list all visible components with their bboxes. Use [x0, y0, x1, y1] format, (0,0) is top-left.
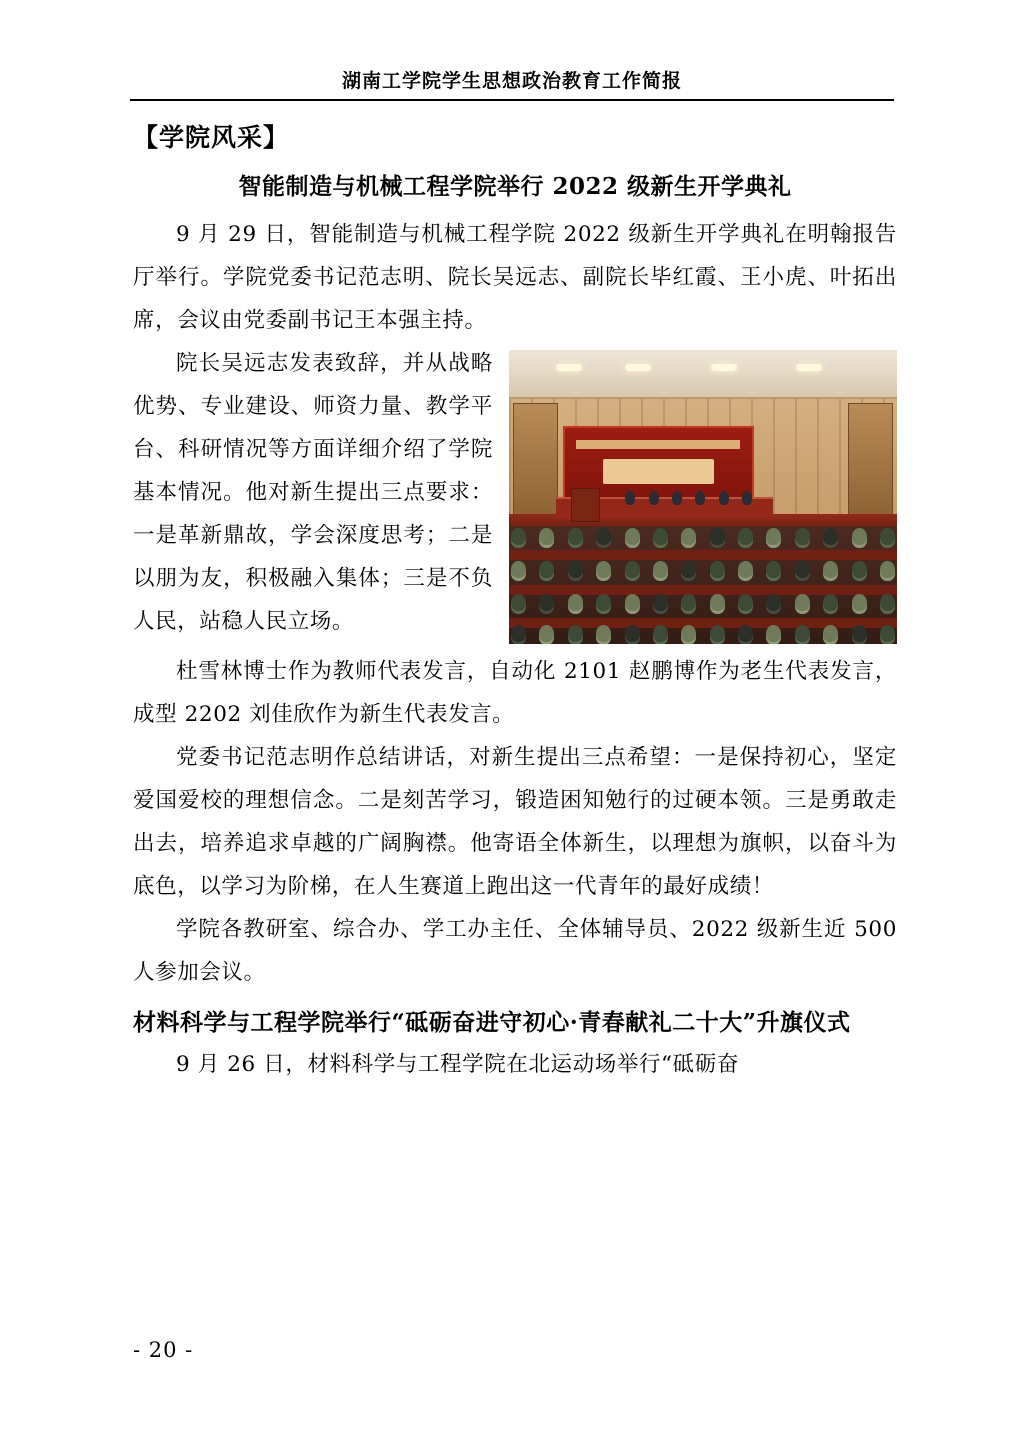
audience-head [681, 561, 696, 578]
audience-head [823, 625, 838, 642]
podium [571, 488, 600, 522]
running-header: 湖南工学院学生思想政治教育工作简报 [341, 70, 682, 92]
audience-head [596, 625, 611, 642]
audience-head [852, 594, 867, 611]
audience-head [539, 528, 554, 545]
audience-head [653, 594, 668, 611]
article-paragraph-4: 党委书记范志明作总结讲话，对新生提出三点希望：一是保持初心，坚定爱国爱校的理想信念。二是刻苦学习，锻造困知勉行的过硬本领。三是勇敢走出去，培养追求卓越的广阔胸襟。他寄语全体新生，以理想为旗帜，以奋斗为底色，以学习为阶梯，在人生赛道上跑出这一代青年的最好成绩！ [133, 744, 897, 899]
wall-panel-left [513, 403, 558, 517]
audience-head [511, 561, 526, 578]
audience-head [766, 625, 781, 642]
audience-head [795, 528, 810, 545]
audience-head [539, 561, 554, 578]
audience-head [625, 625, 640, 642]
audience-head [653, 561, 668, 578]
audience-head [766, 594, 781, 611]
audience-head [852, 625, 867, 642]
figure-wrap [133, 342, 897, 650]
next-article-title: 材料科学与工程学院举行“砥砺奋进守初心·青春献礼二十大”升旗仪式 [133, 1008, 851, 1036]
audience-head [596, 561, 611, 578]
audience-head [738, 561, 753, 578]
audience-head [625, 528, 640, 545]
article-paragraph-3: 杜雪林博士作为教师代表发言，自动化 2101 赵鹏博作为老生代表发言，成型 2202 刘佳欣作为新生代表发言。 [133, 658, 897, 727]
audience-head [710, 561, 725, 578]
audience-area [509, 526, 897, 644]
audience-row [509, 528, 897, 545]
seated-person [695, 491, 705, 505]
audience-row [509, 561, 897, 578]
audience-head [823, 594, 838, 611]
banner-text-line [576, 440, 740, 449]
audience-head [539, 594, 554, 611]
audience-head [681, 625, 696, 642]
ceiling [509, 350, 897, 399]
audience-head [511, 625, 526, 642]
audience-head [795, 594, 810, 611]
seated-person [719, 491, 729, 505]
audience-head [681, 528, 696, 545]
audience-head [568, 561, 583, 578]
audience-head [738, 625, 753, 642]
ceiling-light-icon [556, 364, 582, 371]
audience-head [766, 528, 781, 545]
audience-head [852, 561, 867, 578]
audience-head [539, 625, 554, 642]
ceiling-light-icon [711, 364, 737, 371]
article-paragraph-5: 学院各教研室、综合办、学工办主任、全体辅导员、2022 级新生近 500 人参加会议。 [133, 916, 897, 985]
section-tag: 【学院风采】 [133, 123, 290, 152]
seated-person [672, 491, 682, 505]
audience-head [880, 528, 895, 545]
audience-row [509, 625, 897, 642]
audience-head [880, 561, 895, 578]
banner-headline [603, 459, 715, 484]
ceiling-light-icon [625, 364, 651, 371]
audience-head [511, 528, 526, 545]
opening-ceremony-photo [509, 350, 897, 644]
audience-head [511, 594, 526, 611]
audience-head [795, 625, 810, 642]
audience-head [568, 528, 583, 545]
page-content [133, 122, 897, 1086]
audience-head [653, 625, 668, 642]
audience-head [625, 594, 640, 611]
audience-head [681, 594, 696, 611]
article-title: 智能制造与机械工程学院举行 2022 级新生开学典礼 [238, 172, 792, 200]
wall-panel-right [848, 403, 893, 517]
audience-head [596, 528, 611, 545]
audience-head [738, 594, 753, 611]
audience-head [738, 528, 753, 545]
audience-head [710, 594, 725, 611]
article-paragraph-1: 9 月 29 日，智能制造与机械工程学院 2022 级新生开学典礼在明翰报告厅举行。学院党委书记范志明、院长吴远志、副院长毕红霞、王小虎、叶拓出席，会议由党委副书记王本强主持。 [133, 221, 897, 333]
page-number: - 20 - [133, 1338, 194, 1362]
seated-person [625, 491, 635, 505]
audience-head [710, 625, 725, 642]
audience-head [766, 561, 781, 578]
audience-head [880, 625, 895, 642]
audience-head [625, 561, 640, 578]
audience-head [596, 594, 611, 611]
audience-head [795, 561, 810, 578]
seated-person [742, 491, 752, 505]
audience-head [880, 594, 895, 611]
ceiling-light-icon [796, 364, 822, 371]
audience-head [568, 594, 583, 611]
chair-row [509, 550, 897, 560]
audience-head [710, 528, 725, 545]
audience-head [823, 528, 838, 545]
audience-head [653, 528, 668, 545]
audience-head [852, 528, 867, 545]
audience-head [823, 561, 838, 578]
seated-person [649, 491, 659, 505]
audience-head [568, 625, 583, 642]
header-divider [130, 99, 894, 101]
audience-row [509, 594, 897, 611]
next-article-paragraph-1: 9 月 26 日，材料科学与工程学院在北运动场举行“砥砺奋 [176, 1052, 739, 1078]
article-paragraph-2: 院长吴远志发表致辞，并从战略优势、专业建设、师资力量、教学平台、科研情况等方面详细介绍了学院基本情况。他对新生提出三点要求：一是革新鼎故，学会深度思考；二是以朋为友，积极融入集体；三是不负人民，站稳人民立场。 [133, 350, 493, 634]
